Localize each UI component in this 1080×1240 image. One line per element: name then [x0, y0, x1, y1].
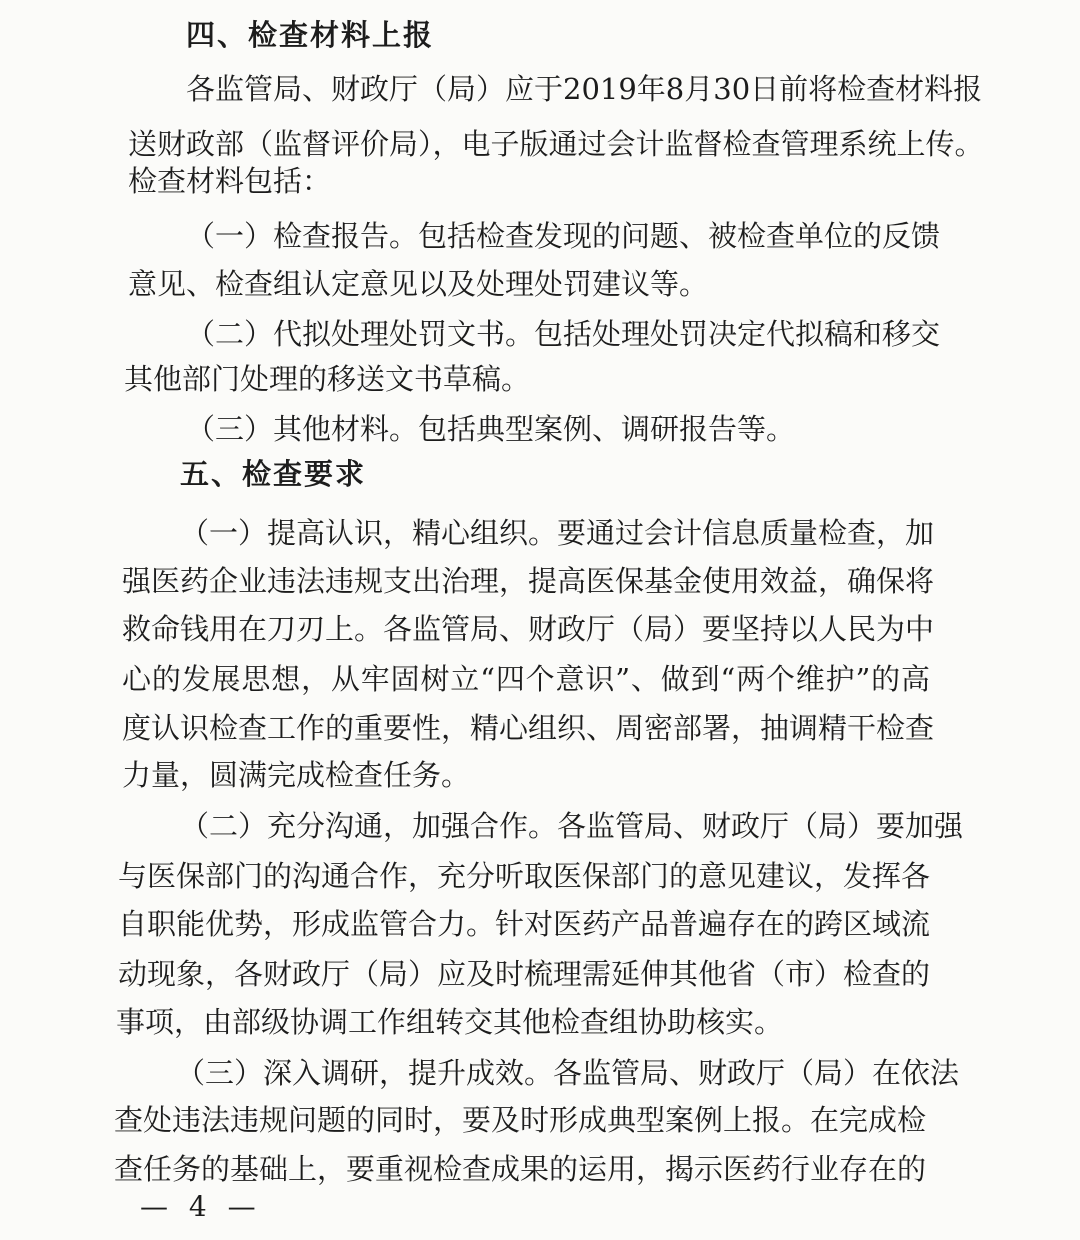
paragraph-line: 事项，由部级协调工作组转交其他检查组协助核实。 [116, 1005, 784, 1039]
paragraph-line: （三）其他材料。包括典型案例、调研报告等。 [186, 412, 796, 446]
page-number: — 4 — [140, 1190, 262, 1223]
paragraph-line: 意见、检查组认定意见以及处理处罚建议等。 [128, 267, 709, 301]
paragraph-line: 强医药企业违法违规支出治理，提高医保基金使用效益，确保将 [122, 564, 935, 598]
paragraph-line: （一）提高认识，精心组织。要通过会计信息质量检查，加 [180, 516, 935, 550]
paragraph-line: 救命钱用在刀刃上。各监管局、财政厅（局）要坚持以人民为中 [122, 612, 935, 646]
paragraph-line: （二）充分沟通，加强合作。各监管局、财政厅（局）要加强 [180, 809, 964, 843]
paragraph-line: 力量，圆满完成检查任务。 [122, 758, 471, 792]
paragraph-line: （三）深入调研，提升成效。各监管局、财政厅（局）在依法 [176, 1056, 960, 1090]
section-heading-5: 五、检查要求 [180, 457, 367, 491]
paragraph-line: 查处违法违规问题的同时，要及时形成典型案例上报。在完成检 [114, 1103, 927, 1137]
paragraph-line: 动现象，各财政厅（局）应及时梳理需延伸其他省（市）检查的 [118, 957, 931, 991]
paragraph-line: 度认识检查工作的重要性，精心组织、周密部署，抽调精干检查 [122, 711, 935, 745]
paragraph-line: 自职能优势，形成监管合力。针对医药产品普遍存在的跨区域流 [118, 907, 931, 941]
paragraph-line: 心的发展思想，从牢固树立“四个意识”、做到“两个维护”的高 [122, 662, 930, 696]
paragraph-line: 查任务的基础上，要重视检查成果的运用，揭示医药行业存在的 [114, 1152, 927, 1186]
section-heading-4: 四、检查材料上报 [186, 18, 435, 52]
paragraph-line: 检查材料包括： [128, 164, 332, 198]
paragraph-line: 与医保部门的沟通合作，充分听取医保部门的意见建议，发挥各 [118, 859, 931, 893]
paragraph-line: （一）检查报告。包括检查发现的问题、被检查单位的反馈 [186, 219, 941, 253]
paragraph-line: 其他部门处理的移送文书草稿。 [124, 362, 531, 396]
paragraph-line: 送财政部（监督评价局），电子版通过会计监督检查管理系统上传。 [128, 127, 984, 161]
paragraph-line: （二）代拟处理处罚文书。包括处理处罚决定代拟稿和移交 [186, 317, 941, 351]
paragraph-line: 各监管局、财政厅（局）应于2019年8月30日前将检查材料报 [186, 72, 983, 106]
